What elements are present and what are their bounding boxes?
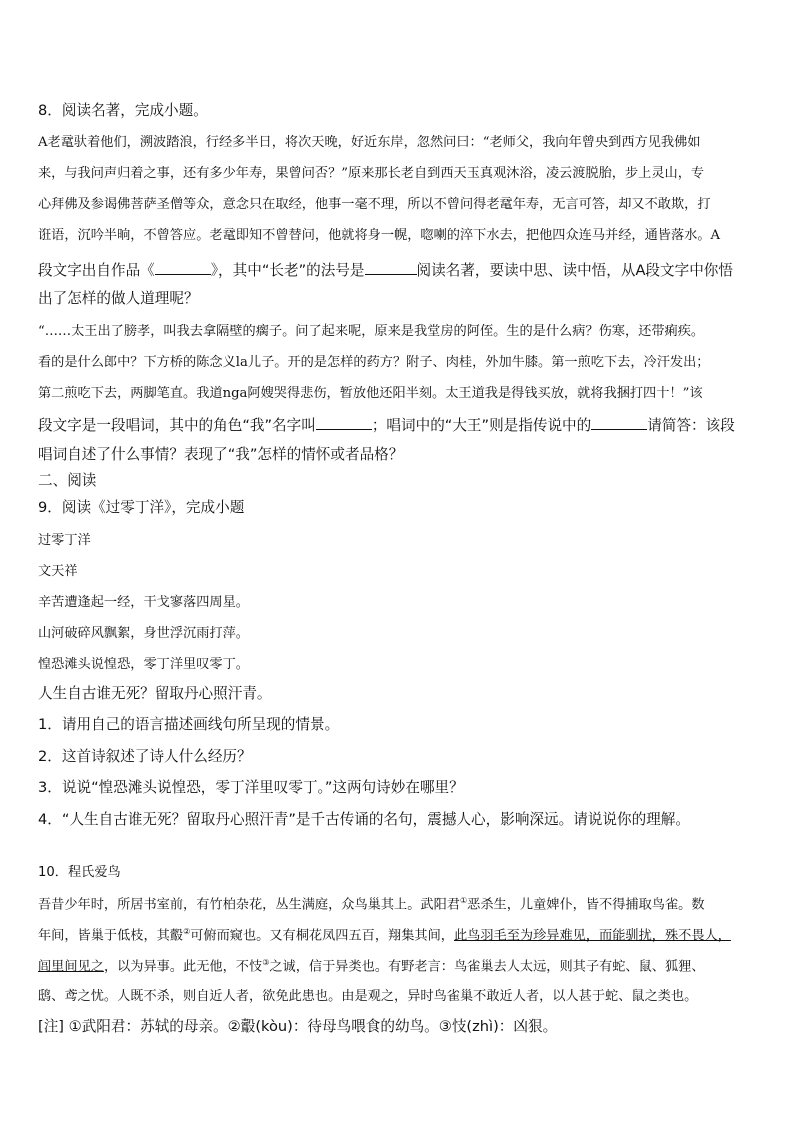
underlined-sentence-end: 闾里间见之 <box>38 959 104 975</box>
q8-heading: 8．阅读名著，完成小题。 <box>38 102 208 119</box>
q8-passage-a-line-4: 诳语，沉吟半晌，不曾答应。老鼋即知不曾替问，他就将身一幌，唿喇的淬下水去，把他四众连马并经，通皆落水。A <box>38 228 721 243</box>
q8-passage-b-line-1: “……太王出了膀孝，叫我去拿隔壁的瘸子。问了起来呢，原来是我堂房的阿侄。生的是什么病？伤寒，还带痢疾。 <box>38 324 705 339</box>
q9-heading: 9．阅读《过零丁洋》，完成小题 <box>38 499 245 516</box>
q10-passage-line-1: 吾昔少年时，所居书室前，有竹柏杂花，丛生满庭，众鸟巢其上。武阳君①恶杀生，儿童婢仆，皆不得捕取鸟雀。数 <box>38 896 705 913</box>
q8-question-b-line-1: 段文字是一段唱词，其中的角色“我”名字叫 ；唱词中的“大王”则是指传说中的 请简答：该段 <box>38 417 735 434</box>
q8-passage-b-line-3: 第二煎吃下去，两脚笔直。我道nga阿嫂哭得悲伤，暂放他还阳半刻。太王道我是得钱买放，就将我捆打四十！”该 <box>38 386 703 401</box>
q8-question-b-line-2: 唱词自述了什么事情？表现了“我”怎样的情怀或者品格？ <box>38 446 404 463</box>
underlined-sentence: 此鸟羽毛至为珍异难见，而能驯扰，殊不畏人， <box>453 928 731 944</box>
q10-passage-line-3: 闾里间见之，以为异事。此无他，不忮③之诚，信于异类也。有野老言：鸟雀巢去人太远，则其子有蛇、鼠、狐狸、 <box>38 958 705 975</box>
q10-passage-line-4: 鸱、鸢之忧。人既不杀，则自近人者，欲免此患也。由是观之，异时鸟雀巢不敢近人者，以人甚于蛇、鼠之类也。 <box>38 989 698 1004</box>
q9-subquestion-1: 1．请用自己的语言描述画线句所呈现的情景。 <box>38 716 340 733</box>
answer-blank-name[interactable] <box>365 262 417 275</box>
q8-passage-a-line-3: 心拜佛及参谒佛菩萨圣僧等众，意念只在取经，他事一毫不理，所以不曾问得老鼋年寿，无言可答，却又不敢欺，打 <box>38 197 711 212</box>
q8-passage-a-line-1: A老鼋驮着他们，溯波踏浪，行经多半日，将次天晚，好近东岸，忽然问曰：“老师父，我向年曾央到西方见我佛如 <box>38 135 701 150</box>
poem-line-1: 辛苦遭逢起一经，干戈寥落四周星。 <box>38 595 249 610</box>
q8-passage-a-line-2: 来，与我问声归着之事，还有多少年寿，果曾问否？”原来那长老自到西天玉真观沐浴，凌云渡脱胎，步上灵山，专 <box>38 166 705 181</box>
q9-subquestion-4: 4．“人生自古谁无死？留取丹心照汗青”是千古传诵的名句，震撼人心，影响深远。请说说你的理解。 <box>38 811 690 828</box>
poem-line-3: 惶恐滩头说惶恐，零丁洋里叹零丁。 <box>38 657 249 672</box>
q10-heading: 10．程氏爱鸟 <box>38 865 121 880</box>
q8-question-line-2: 出了怎样的做人道理呢？ <box>38 290 199 307</box>
q9-subquestion-2: 2．这首诗叙述了诗人什么经历？ <box>38 748 252 765</box>
q10-footnote: [注] ①武阳君：苏轼的母亲。②鷇(kòu)：待母鸟喂食的幼鸟。③忮(zhì)：凶狠。 <box>38 1018 558 1035</box>
q10-passage-line-2: 年间，皆巢于低枝，其鷇②可俯而窥也。又有桐花凤四五百，翔集其间，此鸟羽毛至为珍异难见，而能驯扰，殊不畏人， <box>38 927 731 944</box>
q8-question-line-1: 段文字出自作品《 》，其中“长老”的法号是 阅读名著，要读中思、读中悟，从A段文字中你悟 <box>38 262 733 279</box>
answer-blank-role[interactable] <box>316 417 372 430</box>
answer-blank-king[interactable] <box>591 417 647 430</box>
poem-author: 文天祥 <box>38 564 78 579</box>
q9-subquestion-3: 3．说说“惶恐滩头说惶恐，零丁洋里叹零丁。”这两句诗妙在哪里？ <box>38 779 464 796</box>
poem-line-4: 人生自古谁无死？留取丹心照汗青。 <box>38 685 272 702</box>
poem-line-2: 山河破碎风飘絮，身世浮沉雨打萍。 <box>38 626 249 641</box>
q8-passage-b-line-2: 看的是什么郎中？下方桥的陈念义la儿子。开的是怎样的药方？附子、肉桂，外加牛膝。第一煎吃下去，冷汗发出； <box>38 355 710 370</box>
section-heading: 二、阅读 <box>38 472 97 489</box>
poem-title: 过零丁洋 <box>38 533 91 548</box>
answer-blank-work[interactable] <box>155 262 211 275</box>
